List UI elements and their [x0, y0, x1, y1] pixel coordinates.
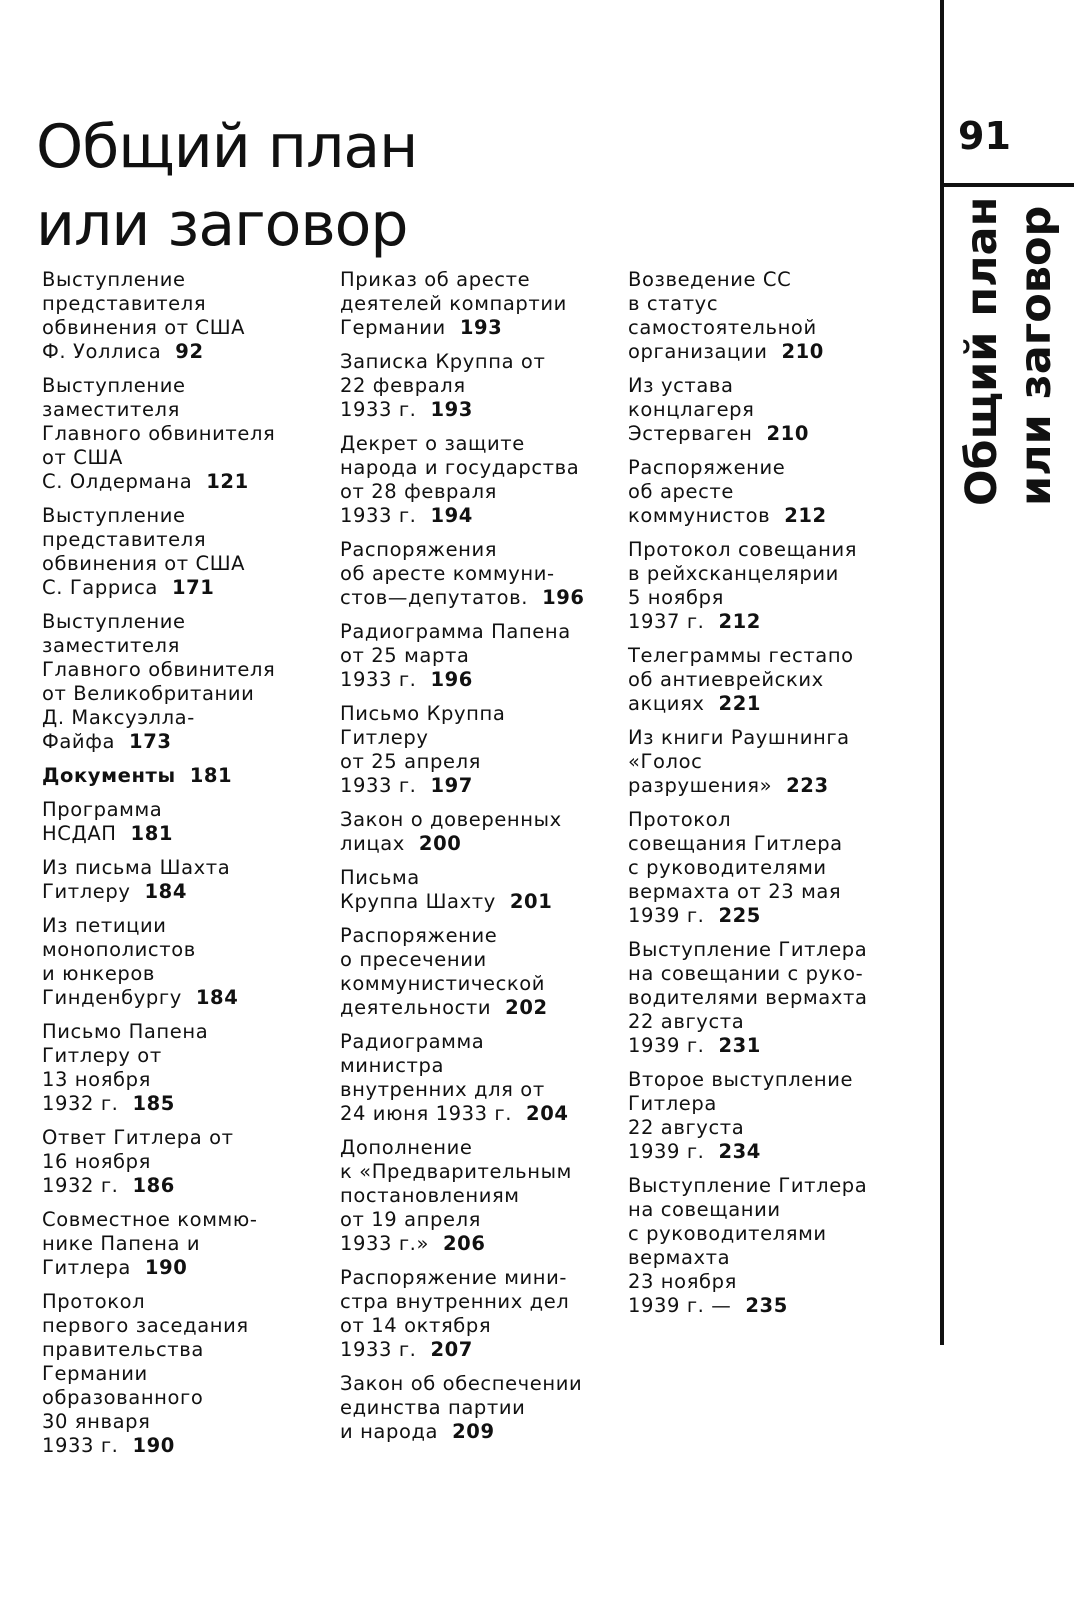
- toc-entry-text: 22 февраля: [340, 374, 466, 397]
- toc-entry-text: народа и государства: [340, 456, 580, 479]
- toc-entry-text: Приказ об аресте: [340, 268, 531, 291]
- toc-entry-text: Письмо Папена: [42, 1020, 209, 1043]
- toc-page-number: 197: [430, 774, 473, 797]
- toc-entry-text: 1933 г. 190: [42, 1434, 175, 1457]
- toc-entry-text: 23 ноября: [628, 1270, 737, 1293]
- toc-entry-text: Д. Максуэлла-: [42, 706, 195, 729]
- toc-entry-text: Выступление: [42, 610, 186, 633]
- side-title-line: или заговор: [1011, 205, 1061, 506]
- toc-entry: [340, 702, 596, 798]
- toc-entry-text: 1933 г. 196: [340, 668, 473, 691]
- toc-entry-text: Протокол: [42, 1290, 146, 1313]
- toc-entry-text: об аресте коммуни-: [340, 562, 555, 585]
- toc-page-number: 231: [718, 1034, 761, 1057]
- toc-entry: [628, 268, 890, 364]
- toc-entry-text: и народа 209: [340, 1420, 495, 1443]
- toc-entry: [340, 1372, 596, 1444]
- toc-page-number: 206: [443, 1232, 486, 1255]
- toc-entry-text: 1933 г. 193: [340, 398, 473, 421]
- toc-entry-text: от США: [42, 446, 123, 469]
- toc-entry: [42, 914, 302, 1010]
- toc-page-number: 234: [718, 1140, 761, 1163]
- horizontal-rule: [940, 183, 1074, 187]
- toc-page-number: 185: [132, 1092, 175, 1115]
- side-title-line: Общий план: [957, 196, 1007, 506]
- toc-entry-text: от 14 октября: [340, 1314, 492, 1337]
- toc-entry: [340, 432, 596, 528]
- toc-page-number: 193: [459, 316, 503, 339]
- toc-entry: [42, 504, 302, 600]
- toc-entry-text: «Голос: [628, 750, 703, 773]
- toc-entry-text: стра внутренних дел: [340, 1290, 570, 1313]
- toc-page-number: 223: [786, 774, 829, 797]
- toc-entry-text: заместителя: [42, 398, 180, 421]
- toc-entry-text: Радиограмма: [340, 1030, 485, 1053]
- toc-entry: [42, 798, 302, 846]
- toc-entry-text: Телеграммы гестапо: [628, 644, 854, 667]
- toc-page-number: 221: [718, 692, 762, 715]
- toc-entry-text: Закон об обеспечении: [340, 1372, 583, 1395]
- toc-entry-text: Выступление Гитлера: [628, 1174, 868, 1197]
- toc-entry-text: от Великобритании: [42, 682, 255, 705]
- toc-entry-text: Распоряжение: [340, 924, 498, 947]
- toc-entry-text: Распоряжения: [340, 538, 498, 561]
- toc-page-number: 186: [132, 1174, 175, 1197]
- toc-page-number: 193: [430, 398, 473, 421]
- toc-entry-text: самостоятельной: [628, 316, 817, 339]
- toc-entry-text: 24 июня 1933 г. 204: [340, 1102, 569, 1125]
- toc-entry-text: об аресте: [628, 480, 734, 503]
- toc-entry-text: обвинения от США: [42, 552, 246, 575]
- toc-entry-text: Письма: [340, 866, 420, 889]
- toc-entry: [340, 1266, 596, 1362]
- toc-page-number: 196: [430, 668, 473, 691]
- toc-entry-text: Гинденбургу 184: [42, 986, 239, 1009]
- toc-page-number: 225: [718, 904, 761, 927]
- toc-column-2: [340, 268, 596, 1454]
- toc-entry: [628, 1068, 890, 1164]
- toc-entry-text: заместителя: [42, 634, 180, 657]
- toc-entry-text: Из устава: [628, 374, 734, 397]
- toc-entry-text: Возведение СС: [628, 268, 792, 291]
- toc-column-1: [42, 268, 302, 1468]
- toc-entry-text: нике Папена и: [42, 1232, 201, 1255]
- toc-entry-text: Гитлера 190: [42, 1256, 188, 1279]
- toc-entry-text: Закон о доверенных: [340, 808, 562, 831]
- toc-entry-text: в статус: [628, 292, 719, 315]
- toc-entry: [340, 538, 596, 610]
- toc-entry-text: представителя: [42, 528, 207, 551]
- toc-page-number: 194: [430, 504, 473, 527]
- toc-entry-text: 1932 г. 186: [42, 1174, 175, 1197]
- toc-page-number: 210: [766, 422, 810, 445]
- toc-entry: [340, 268, 596, 340]
- toc-page-number: 212: [718, 610, 761, 633]
- toc-entry: [340, 1030, 596, 1126]
- toc-page-number: 184: [195, 986, 239, 1009]
- toc-entry-text: 1933 г. 197: [340, 774, 473, 797]
- toc-entry-text: 1937 г. 212: [628, 610, 761, 633]
- toc-entry-text: Германии 193: [340, 316, 503, 339]
- toc-entry: [340, 924, 596, 1020]
- toc-entry: [340, 808, 596, 856]
- toc-entry-text: об антиеврейских: [628, 668, 824, 691]
- toc-entry-text: вермахта: [628, 1246, 731, 1269]
- toc-entry-text: Выступление: [42, 504, 186, 527]
- page-title: [36, 108, 536, 264]
- toc-page-number: 209: [452, 1420, 495, 1443]
- toc-entry-text: Ответ Гитлера от: [42, 1126, 234, 1149]
- toc-entry-text: о пресечении: [340, 948, 487, 971]
- toc-entry-text: от 28 февраля: [340, 480, 497, 503]
- toc-entry-text: 5 ноября: [628, 586, 724, 609]
- toc-entry-text: Распоряжение: [628, 456, 786, 479]
- toc-entry: [628, 644, 890, 716]
- toc-entry-text: монополистов: [42, 938, 196, 961]
- toc-entry-text: НСДАП 181: [42, 822, 174, 845]
- toc-page-number: 235: [745, 1294, 788, 1317]
- toc-entry-text: Радиограмма Папена: [340, 620, 571, 643]
- toc-entry-text: вермахта от 23 мая: [628, 880, 842, 903]
- toc-entry-text: Файфа 173: [42, 730, 172, 753]
- toc-entry-text: Второе выступление: [628, 1068, 854, 1091]
- toc-entry-text: от 25 марта: [340, 644, 470, 667]
- toc-entry-text: 1939 г. — 235: [628, 1294, 788, 1317]
- toc-entry-text: представителя: [42, 292, 207, 315]
- toc-entry-text: к «Предварительным: [340, 1160, 572, 1183]
- toc-entry-text: Гитлера: [628, 1092, 717, 1115]
- toc-entry-text: 16 ноября: [42, 1150, 151, 1173]
- toc-entry-text: коммунистической: [340, 972, 546, 995]
- toc-page-number: 121: [206, 470, 249, 493]
- toc-page-number: 210: [781, 340, 824, 363]
- toc-entry-text: лицах 200: [340, 832, 462, 855]
- toc-section-heading: [42, 764, 302, 788]
- toc-entry-text: образованного: [42, 1386, 204, 1409]
- toc-entry-text: акциях 221: [628, 692, 762, 715]
- toc-entry-text: Записка Круппа от: [340, 350, 546, 373]
- toc-page-number: 207: [430, 1338, 473, 1361]
- toc-entry-text: Совместное коммю-: [42, 1208, 258, 1231]
- toc-entry-text: Протокол: [628, 808, 732, 831]
- toc-entry: [42, 374, 302, 494]
- toc-entry-text: на совещании: [628, 1198, 781, 1221]
- toc-entry-text: внутренних для от: [340, 1078, 545, 1101]
- toc-entry-text: 1939 г. 225: [628, 904, 761, 927]
- toc-entry-text: коммунистов 212: [628, 504, 827, 527]
- toc-entry-text: 1933 г.» 206: [340, 1232, 486, 1255]
- toc-entry-text: Круппа Шахту 201: [340, 890, 553, 913]
- toc-entry-text: 1933 г. 207: [340, 1338, 473, 1361]
- toc-page-number: 184: [144, 880, 188, 903]
- toc-page-number: 190: [144, 1256, 188, 1279]
- toc-entry-text: Выступление Гитлера: [628, 938, 868, 961]
- toc-entry-text: Главного обвинителя: [42, 422, 276, 445]
- toc-page-number: 200: [418, 832, 462, 855]
- toc-entry: [628, 538, 890, 634]
- toc-entry: [42, 1020, 302, 1116]
- toc-entry: [42, 610, 302, 754]
- toc-entry-text: Письмо Круппа: [340, 702, 506, 725]
- toc-entry-text: 1932 г. 185: [42, 1092, 175, 1115]
- toc-entry-text: с руководителями: [628, 856, 827, 879]
- toc-entry-text: 22 августа: [628, 1010, 745, 1033]
- toc-entry-text: 13 ноября: [42, 1068, 151, 1091]
- toc-entry-text: Документы 181: [42, 764, 233, 787]
- toc-entry-text: организации 210: [628, 340, 824, 363]
- toc-entry: [42, 1290, 302, 1458]
- toc-page-number: 196: [542, 586, 585, 609]
- toc-entry: [628, 726, 890, 798]
- toc-entry-text: деятелей компартии: [340, 292, 567, 315]
- toc-entry: [628, 808, 890, 928]
- toc-entry-text: концлагеря: [628, 398, 755, 421]
- toc-entry-text: 1939 г. 231: [628, 1034, 761, 1057]
- toc-entry-text: Выступление: [42, 268, 186, 291]
- toc-entry: [340, 866, 596, 914]
- toc-entry-text: Программа: [42, 798, 163, 821]
- toc-entry: [42, 268, 302, 364]
- toc-entry-text: С. Олдермана 121: [42, 470, 249, 493]
- toc-entry-text: совещания Гитлера: [628, 832, 843, 855]
- toc-entry-text: от 25 апреля: [340, 750, 481, 773]
- toc-entry: [340, 350, 596, 422]
- toc-entry-text: 22 августа: [628, 1116, 745, 1139]
- toc-entry-text: обвинения от США: [42, 316, 246, 339]
- toc-entry: [628, 938, 890, 1058]
- toc-entry-text: постановлениям: [340, 1184, 520, 1207]
- toc-entry: [628, 374, 890, 446]
- toc-entry-text: министра: [340, 1054, 445, 1077]
- page-number: 91: [958, 114, 1011, 158]
- toc-column-3: [628, 268, 890, 1328]
- toc-entry-text: Выступление: [42, 374, 186, 397]
- toc-page-number: 181: [189, 764, 233, 787]
- vertical-rule: [940, 0, 944, 1345]
- toc-entry-text: первого заседания: [42, 1314, 249, 1337]
- toc-entry-text: С. Гарриса 171: [42, 576, 215, 599]
- toc-entry: [340, 1136, 596, 1256]
- toc-entry-text: 1933 г. 194: [340, 504, 473, 527]
- toc-page-number: 181: [130, 822, 174, 845]
- toc-page-number: 204: [526, 1102, 569, 1125]
- toc-entry: [42, 1126, 302, 1198]
- toc-entry-text: разрушения» 223: [628, 774, 829, 797]
- toc-page-number: 202: [505, 996, 548, 1019]
- toc-entry: [42, 856, 302, 904]
- toc-entry-text: правительства: [42, 1338, 204, 1361]
- toc-entry-text: Из письма Шахта: [42, 856, 231, 879]
- toc-entry-text: Дополнение: [340, 1136, 473, 1159]
- toc-entry-text: в рейхсканцелярии: [628, 562, 839, 585]
- toc-entry: [628, 1174, 890, 1318]
- title-line: Общий план: [36, 112, 418, 182]
- toc-entry-text: Протокол совещания: [628, 538, 858, 561]
- toc-entry-text: Из петиции: [42, 914, 167, 937]
- toc-entry-text: и юнкеров: [42, 962, 156, 985]
- toc-entry-text: 1939 г. 234: [628, 1140, 761, 1163]
- toc-entry-text: Гитлеру 184: [42, 880, 188, 903]
- toc-entry-text: 30 января: [42, 1410, 151, 1433]
- toc-entry-text: стов—депутатов. 196: [340, 586, 585, 609]
- toc-entry-text: Эстерваген 210: [628, 422, 810, 445]
- toc-entry-text: водителями вермахта: [628, 986, 868, 1009]
- toc-entry-text: Распоряжение мини-: [340, 1266, 568, 1289]
- toc-entry-text: Гитлеру: [340, 726, 429, 749]
- toc-entry-text: от 19 апреля: [340, 1208, 481, 1231]
- title-line: или заговор: [36, 190, 408, 260]
- toc-entry: [42, 1208, 302, 1280]
- toc-page-number: 201: [509, 890, 553, 913]
- toc-entry: [340, 620, 596, 692]
- toc-entry-text: Из книги Раушнинга: [628, 726, 850, 749]
- toc-page-number: 190: [132, 1434, 175, 1457]
- toc-entry-text: с руководителями: [628, 1222, 827, 1245]
- toc-page-number: 171: [171, 576, 215, 599]
- toc-entry: [628, 456, 890, 528]
- toc-page-number: 92: [175, 340, 204, 363]
- toc-entry-text: Главного обвинителя: [42, 658, 276, 681]
- toc-entry-text: Гитлеру от: [42, 1044, 162, 1067]
- toc-entry-text: единства партии: [340, 1396, 526, 1419]
- toc-entry-text: Германии: [42, 1362, 148, 1385]
- toc-entry-text: Ф. Уоллиса 92: [42, 340, 204, 363]
- toc-page-number: 173: [129, 730, 172, 753]
- toc-entry-text: деятельности 202: [340, 996, 548, 1019]
- toc-entry-text: Декрет о защите: [340, 432, 525, 455]
- toc-entry-text: на совещании с руко-: [628, 962, 864, 985]
- toc-page-number: 212: [784, 504, 827, 527]
- side-running-title: [955, 196, 1061, 506]
